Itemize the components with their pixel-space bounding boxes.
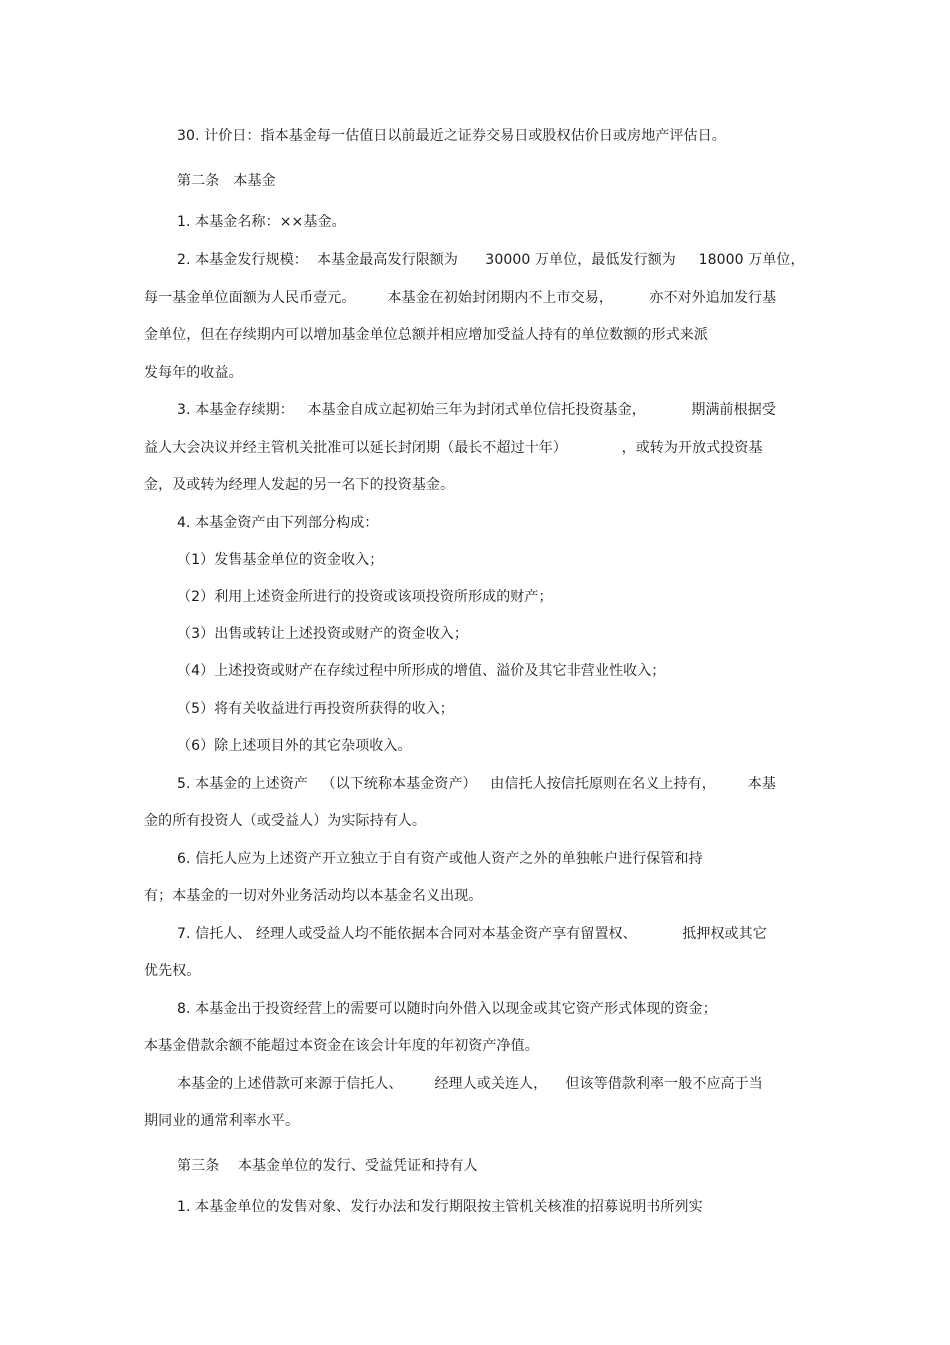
article-3-heading: 第三条 本基金单位的发行、受益凭证和持有人 <box>177 1158 478 1174</box>
borrowing-paragraph-line-2: 期同业的通常利率水平。 <box>144 1113 300 1129</box>
item-4-sub-1: （1）发售基金单位的资金收入； <box>177 552 384 568</box>
item-2-line-1: 2. 本基金发行规模： 本基金最高发行限额为 30000 万单位，最低发行额为 18000 万单位， <box>177 252 805 268</box>
article-2-heading: 第二条 本基金 <box>177 173 276 189</box>
item-2-line-3: 金单位，但在存续期内可以增加基金单位总额并相应增加受益人持有的单位数额的形式来派 <box>144 327 708 343</box>
item-4-sub-2: （2）利用上述资金所进行的投资或该项投资所形成的财产； <box>177 589 553 605</box>
clause-30-valuation-day: 30. 计价日：指本基金每一估值日以前最近之证券交易日或股权估价日或房地产评估日。 <box>177 128 726 144</box>
item-3-line-3: 金，及或转为经理人发起的另一名下的投资基金。 <box>144 477 455 493</box>
item-2-line-2: 每一基金单位面额为人民币壹元。 本基金在初始封闭期内不上市交易， 亦不对外追加发行基 <box>144 290 777 306</box>
item-4-heading: 4. 本基金资产由下列部分构成： <box>177 515 379 531</box>
item-4-sub-6: （6）除上述项目外的其它杂项收入。 <box>177 738 412 754</box>
article-3-item-1-line-1: 1. 本基金单位的发售对象、发行办法和发行期限按主管机关核准的招募说明书所列实 <box>177 1199 703 1215</box>
item-8-line-2: 本基金借款余额不能超过本资金在该会计年度的年初资产净值。 <box>144 1038 539 1054</box>
item-7-line-2: 优先权。 <box>144 963 201 979</box>
borrowing-paragraph-line-1: 本基金的上述借款可来源于信托人、 经理人或关连人， 但该等借款利率一般不应高于当 <box>177 1076 763 1092</box>
item-5-line-2: 金的所有投资人（或受益人）为实际持有人。 <box>144 813 426 829</box>
item-4-sub-3: （3）出售或转让上述投资或财产的资金收入； <box>177 626 469 642</box>
item-4-sub-5: （5）将有关收益进行再投资所获得的收入； <box>177 701 454 717</box>
item-6-line-2: 有；本基金的一切对外业务活动均以本基金名义出现。 <box>144 888 483 904</box>
item-2-line-4: 发每年的收益。 <box>144 365 243 381</box>
item-7-line-1: 7. 信托人、 经理人或受益人均不能依据本合同对本基金资产享有留置权、 抵押权或其它 <box>177 926 767 942</box>
item-3-line-2: 益人大会决议并经主管机关批准可以延长封闭期（最长不超过十年） ，或转为开放式投资基 <box>144 440 763 456</box>
item-6-line-1: 6. 信托人应为上述资产开立独立于自有资产或他人资产之外的单独帐户进行保管和持 <box>177 851 703 867</box>
item-5-line-1: 5. 本基金的上述资产 （以下统称本基金资产） 由信托人按信托原则在名义上持有， 本基 <box>177 776 776 792</box>
item-8-line-1: 8. 本基金出于投资经营上的需要可以随时向外借入以现金或其它资产形式体现的资金； <box>177 1001 717 1017</box>
item-1-fund-name: 1. 本基金名称：××基金。 <box>177 214 346 230</box>
item-3-line-1: 3. 本基金存续期： 本基金自成立起初始三年为封闭式单位信托投资基金， 期满前根据受 <box>177 402 776 418</box>
item-4-sub-4: （4）上述投资或财产在存续过程中所形成的增值、溢价及其它非营业性收入； <box>177 663 666 679</box>
